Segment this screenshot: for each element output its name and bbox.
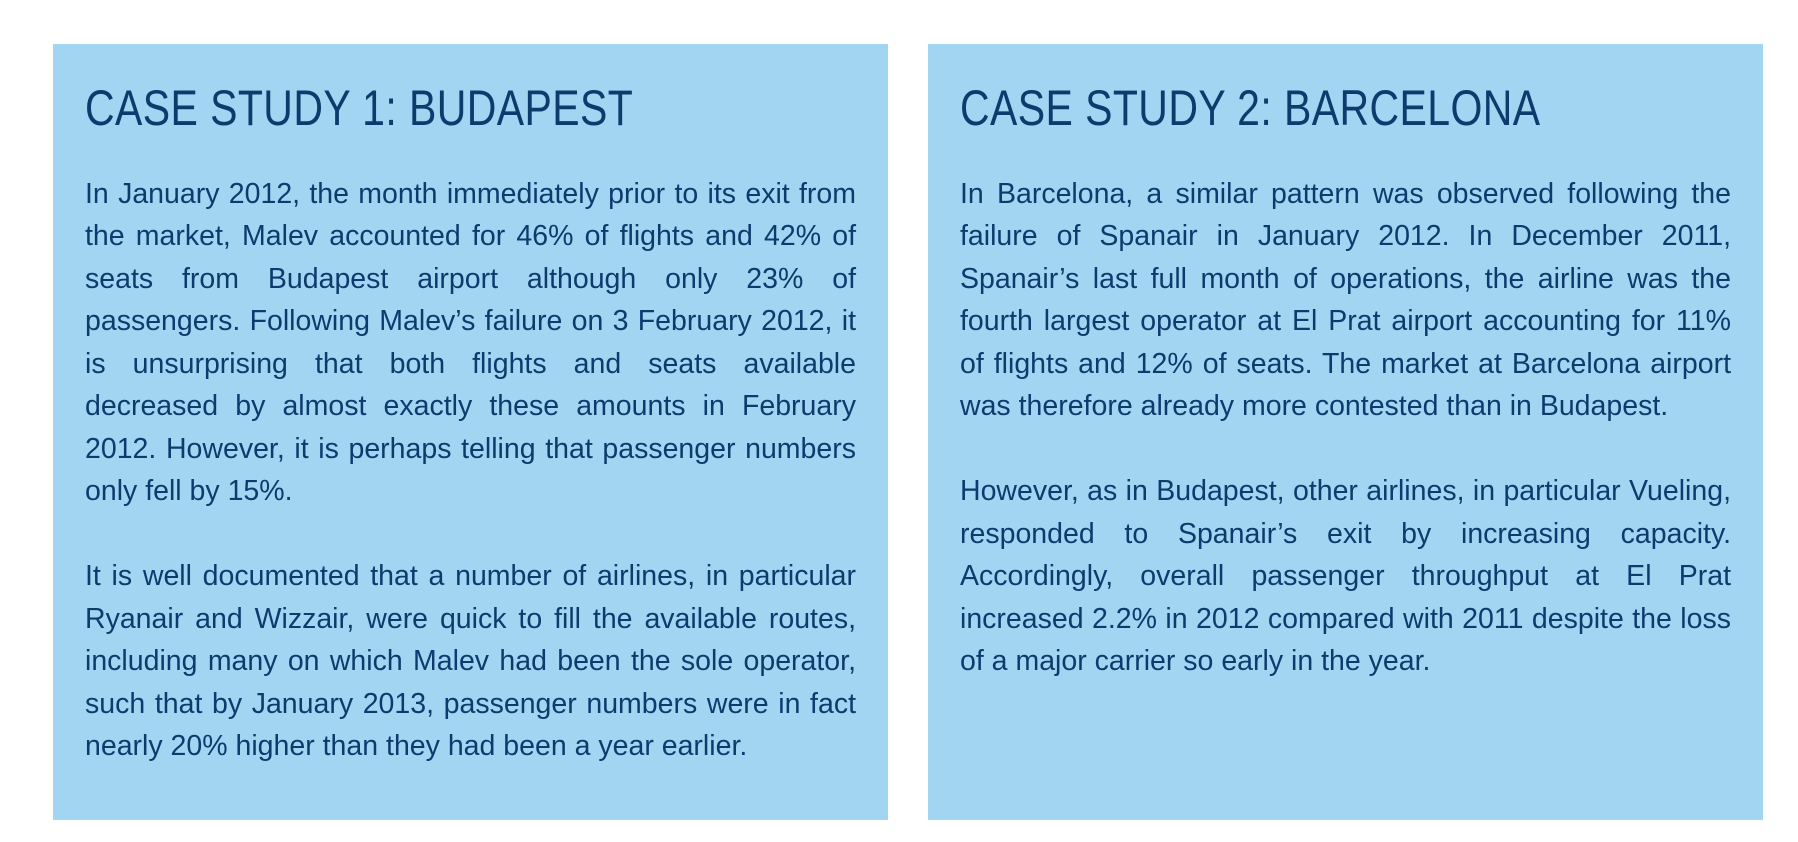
case-study-budapest-title: CASE STUDY 1: BUDAPEST: [85, 80, 634, 136]
case-study-barcelona-paragraph-1: In Barcelona, a similar pattern was observed following the failure of Spanair in January 2012. In December 2011, Spanair’s last full month of operations, the airline was the fourth largest operator at El Prat airport accounting for 11% of flights and 12% of seats. The market at Barcelona airport was therefore already more contested than in Budapest.: [960, 177, 1731, 422]
case-study-budapest-paragraph-1: In January 2012, the month immediately prior to its exit from the market, Malev accounted for 46% of flights and 42% of seats from Budapest airport although only 23% of passengers. Following Malev’s failure on 3 February 2012, it is unsurprising that both flights and seats available decreased by almost exactly these amounts in February 2012. However, it is perhaps telling that passenger numbers only fell by 15%.: [85, 177, 856, 507]
case-study-barcelona-card: [928, 44, 1763, 820]
case-study-barcelona-paragraph-2: However, as in Budapest, other airlines, in particular Vueling, responded to Spanair’s exit by increasing capacity. Accordingly, overall passenger throughput at El Prat increased 2.2% in 2012 compared with 2011 despite the loss of a major carrier so early in the year.: [960, 475, 1731, 677]
case-study-budapest-card: [53, 44, 888, 820]
case-study-budapest-body: [85, 173, 856, 768]
case-study-budapest-paragraph-2: It is well documented that a number of airlines, in particular Ryanair and Wizzair, were quick to fill the available routes, including many on which Malev had been the sole operator, such that by January 2013, passenger numbers were in fact nearly 20% higher than they had been a year earlier.: [85, 560, 856, 762]
case-study-barcelona-body: [960, 173, 1731, 683]
case-study-barcelona-title: CASE STUDY 2: BARCELONA: [960, 80, 1541, 136]
